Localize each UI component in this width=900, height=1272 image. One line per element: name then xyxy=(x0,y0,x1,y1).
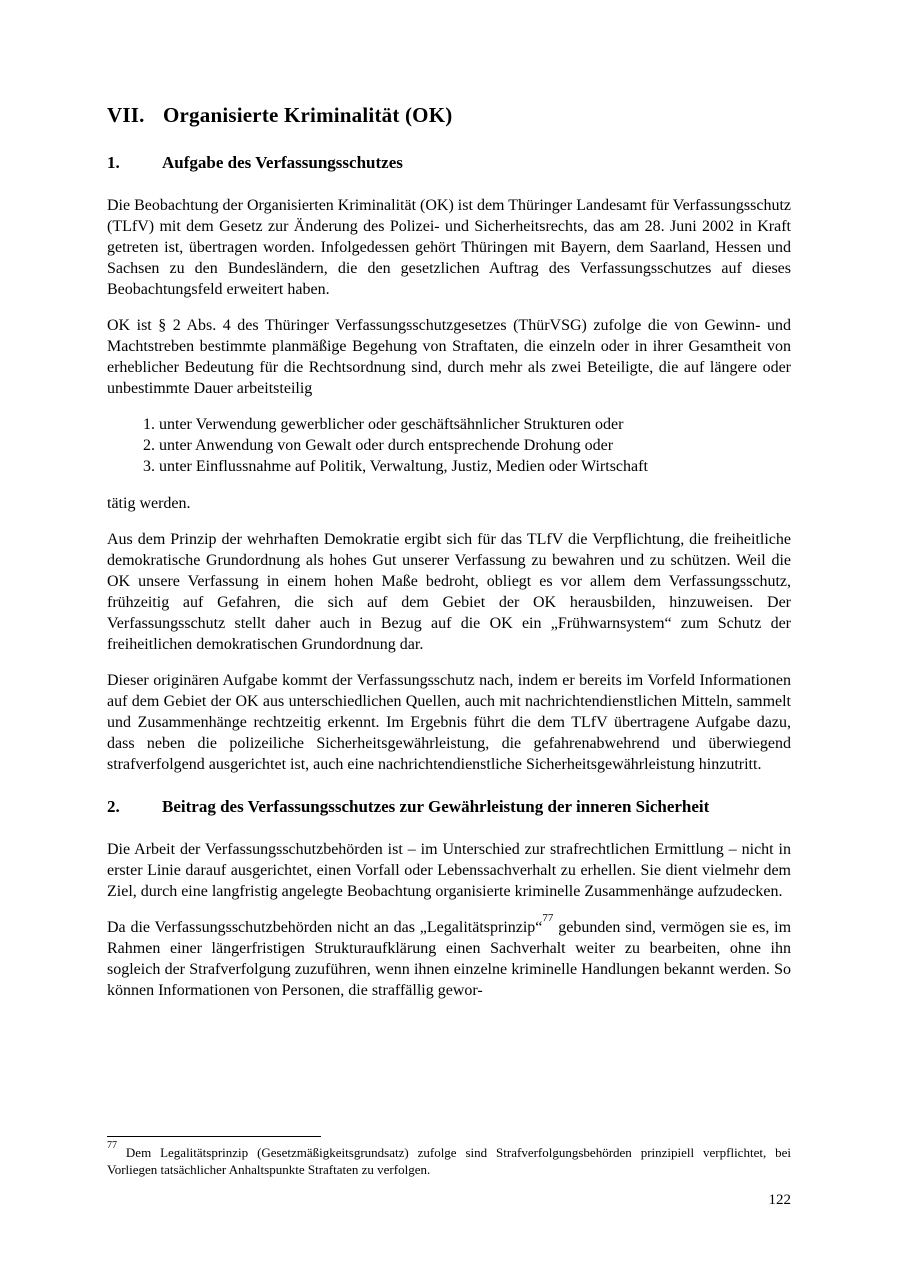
paragraph-text: gebunden sind, vermögen sie es, im Rahmen einer längerfristigen Strukturaufklärung einen Sachverhalt weiter zu bearbeiten, ohne ihn sogleich der Strafverfolgung zuzuführen, wenn ihnen einzelne kriminelle Handlungen bekannt werden. So können Informationen von Personen, die straffällig gewor- xyxy=(107,919,792,999)
list-item: 3. unter Einflussnahme auf Politik, Verwaltung, Justiz, Medien oder Wirtschaft xyxy=(143,458,648,475)
footnote xyxy=(107,1139,791,1178)
list-item: 2. unter Anwendung von Gewalt oder durch entsprechende Drohung oder xyxy=(143,437,614,454)
numbered-list xyxy=(143,414,791,477)
section-1-heading xyxy=(107,151,791,175)
list-item: 1. unter Verwendung gewerblicher oder geschäftsähnlicher Strukturen oder xyxy=(143,416,624,433)
paragraph: OK ist § 2 Abs. 4 des Thüringer Verfassungsschutzgesetzes (ThürVSG) zufolge die von Gewinn- und Machtstreben bestimmte planmäßige Begehung von Straftaten, die einzeln oder in ihrer Gesamtheit von erheblicher Bedeutung für die Rechtsordnung sind, durch mehr als zwei Beteiligte, die auf längere oder unbestimmte Dauer arbeitsteilig xyxy=(107,317,791,397)
footnote-divider xyxy=(107,1136,321,1137)
section-1-number: 1. xyxy=(107,153,120,172)
footnote-text: Dem Legalitätsprinzip (Gesetzmäßigkeitsgrundsatz) zufolge sind Strafverfolgungsbehörden prinzipiell verpflichtet, bei Vorliegen tatsächlicher Anhaltspunkte Straftaten zu verfolgen. xyxy=(107,1145,791,1177)
section-2-heading xyxy=(107,795,791,819)
paragraph-text: Da die Verfassungsschutzbehörden nicht an das „Legalitätsprinzip“ xyxy=(107,919,543,936)
chapter-title-text: Organisierte Kriminalität (OK) xyxy=(163,103,453,127)
chapter-number: VII. xyxy=(107,103,145,127)
page-number: 122 xyxy=(768,1192,791,1208)
footnote-number: 77 xyxy=(107,1139,117,1151)
chapter-title xyxy=(107,102,791,129)
paragraph: Aus dem Prinzip der wehrhaften Demokratie ergibt sich für das TLfV die Verpflichtung, die freiheitliche demokratische Grundordnung als hohes Gut unserer Verfassung zu bewahren und zu schützen. Weil die OK unsere Verfassung in einem hohen Maße bedroht, obliegt es vor allem dem Verfassungsschutz, frühzeitig auf Gefahren, die sich auf dem Gebiet der OK herausbilden, hinzuweisen. Der Verfassungsschutz stellt daher auch in Bezug auf die OK ein „Frühwarnsystem“ zum Schutz der freiheitlichen demokratischen Grundordnung dar. xyxy=(107,531,791,653)
section-2-number: 2. xyxy=(107,797,120,816)
paragraph: tätig werden. xyxy=(107,495,191,512)
section-1-heading-text: Aufgabe des Verfassungsschutzes xyxy=(162,153,403,172)
page-content xyxy=(107,102,791,1016)
paragraph: Die Arbeit der Verfassungsschutzbehörden ist – im Unterschied zur strafrechtlichen Ermittlung – nicht in erster Linie darauf ausgerichtet, einen Vorfall oder Lebenssachverhalt zu erhellen. Sie dient vielmehr dem Ziel, durch eine langfristig angelegte Beobachtung organisierte kriminelle Zusammenhänge aufzudecken. xyxy=(107,841,791,900)
paragraph-with-footnote-ref xyxy=(107,911,792,1001)
paragraph: Die Beobachtung der Organisierten Kriminalität (OK) ist dem Thüringer Landesamt für Verfassungsschutz (TLfV) mit dem Gesetz zur Änderung des Polizei- und Sicherheitsrechts, das am 28. Juni 2002 in Kraft getreten ist, übertragen worden. Infolgedessen gehört Thüringen mit Bayern, dem Saarland, Hessen und Sachsen zu den Bundesländern, die den gesetzlichen Auftrag des Verfassungsschutzes auf dieses Beobachtungsfeld erweitert haben. xyxy=(107,197,791,298)
paragraph: Dieser originären Aufgabe kommt der Verfassungsschutz nach, indem er bereits im Vorfeld Informationen auf dem Gebiet der OK aus unterschiedlichen Quellen, auch mit nachrichtendienstlichen Mitteln, sammelt und Zusammenhänge rechtzeitig erkennt. Im Ergebnis führt die dem TLfV übertragene Aufgabe dazu, dass neben die polizeiliche Sicherheitsgewährleistung, die gefahrenabwehrend und überwiegend strafverfolgend ausgerichtet ist, auch eine nachrichtendienstliche Sicherheitsgewährleistung hinzutritt. xyxy=(107,672,791,773)
footnote-reference: 77 xyxy=(542,911,554,924)
footnote-area xyxy=(107,1136,791,1178)
section-2-heading-text: Beitrag des Verfassungsschutzes zur Gewährleistung der inneren Sicherheit xyxy=(162,797,710,816)
